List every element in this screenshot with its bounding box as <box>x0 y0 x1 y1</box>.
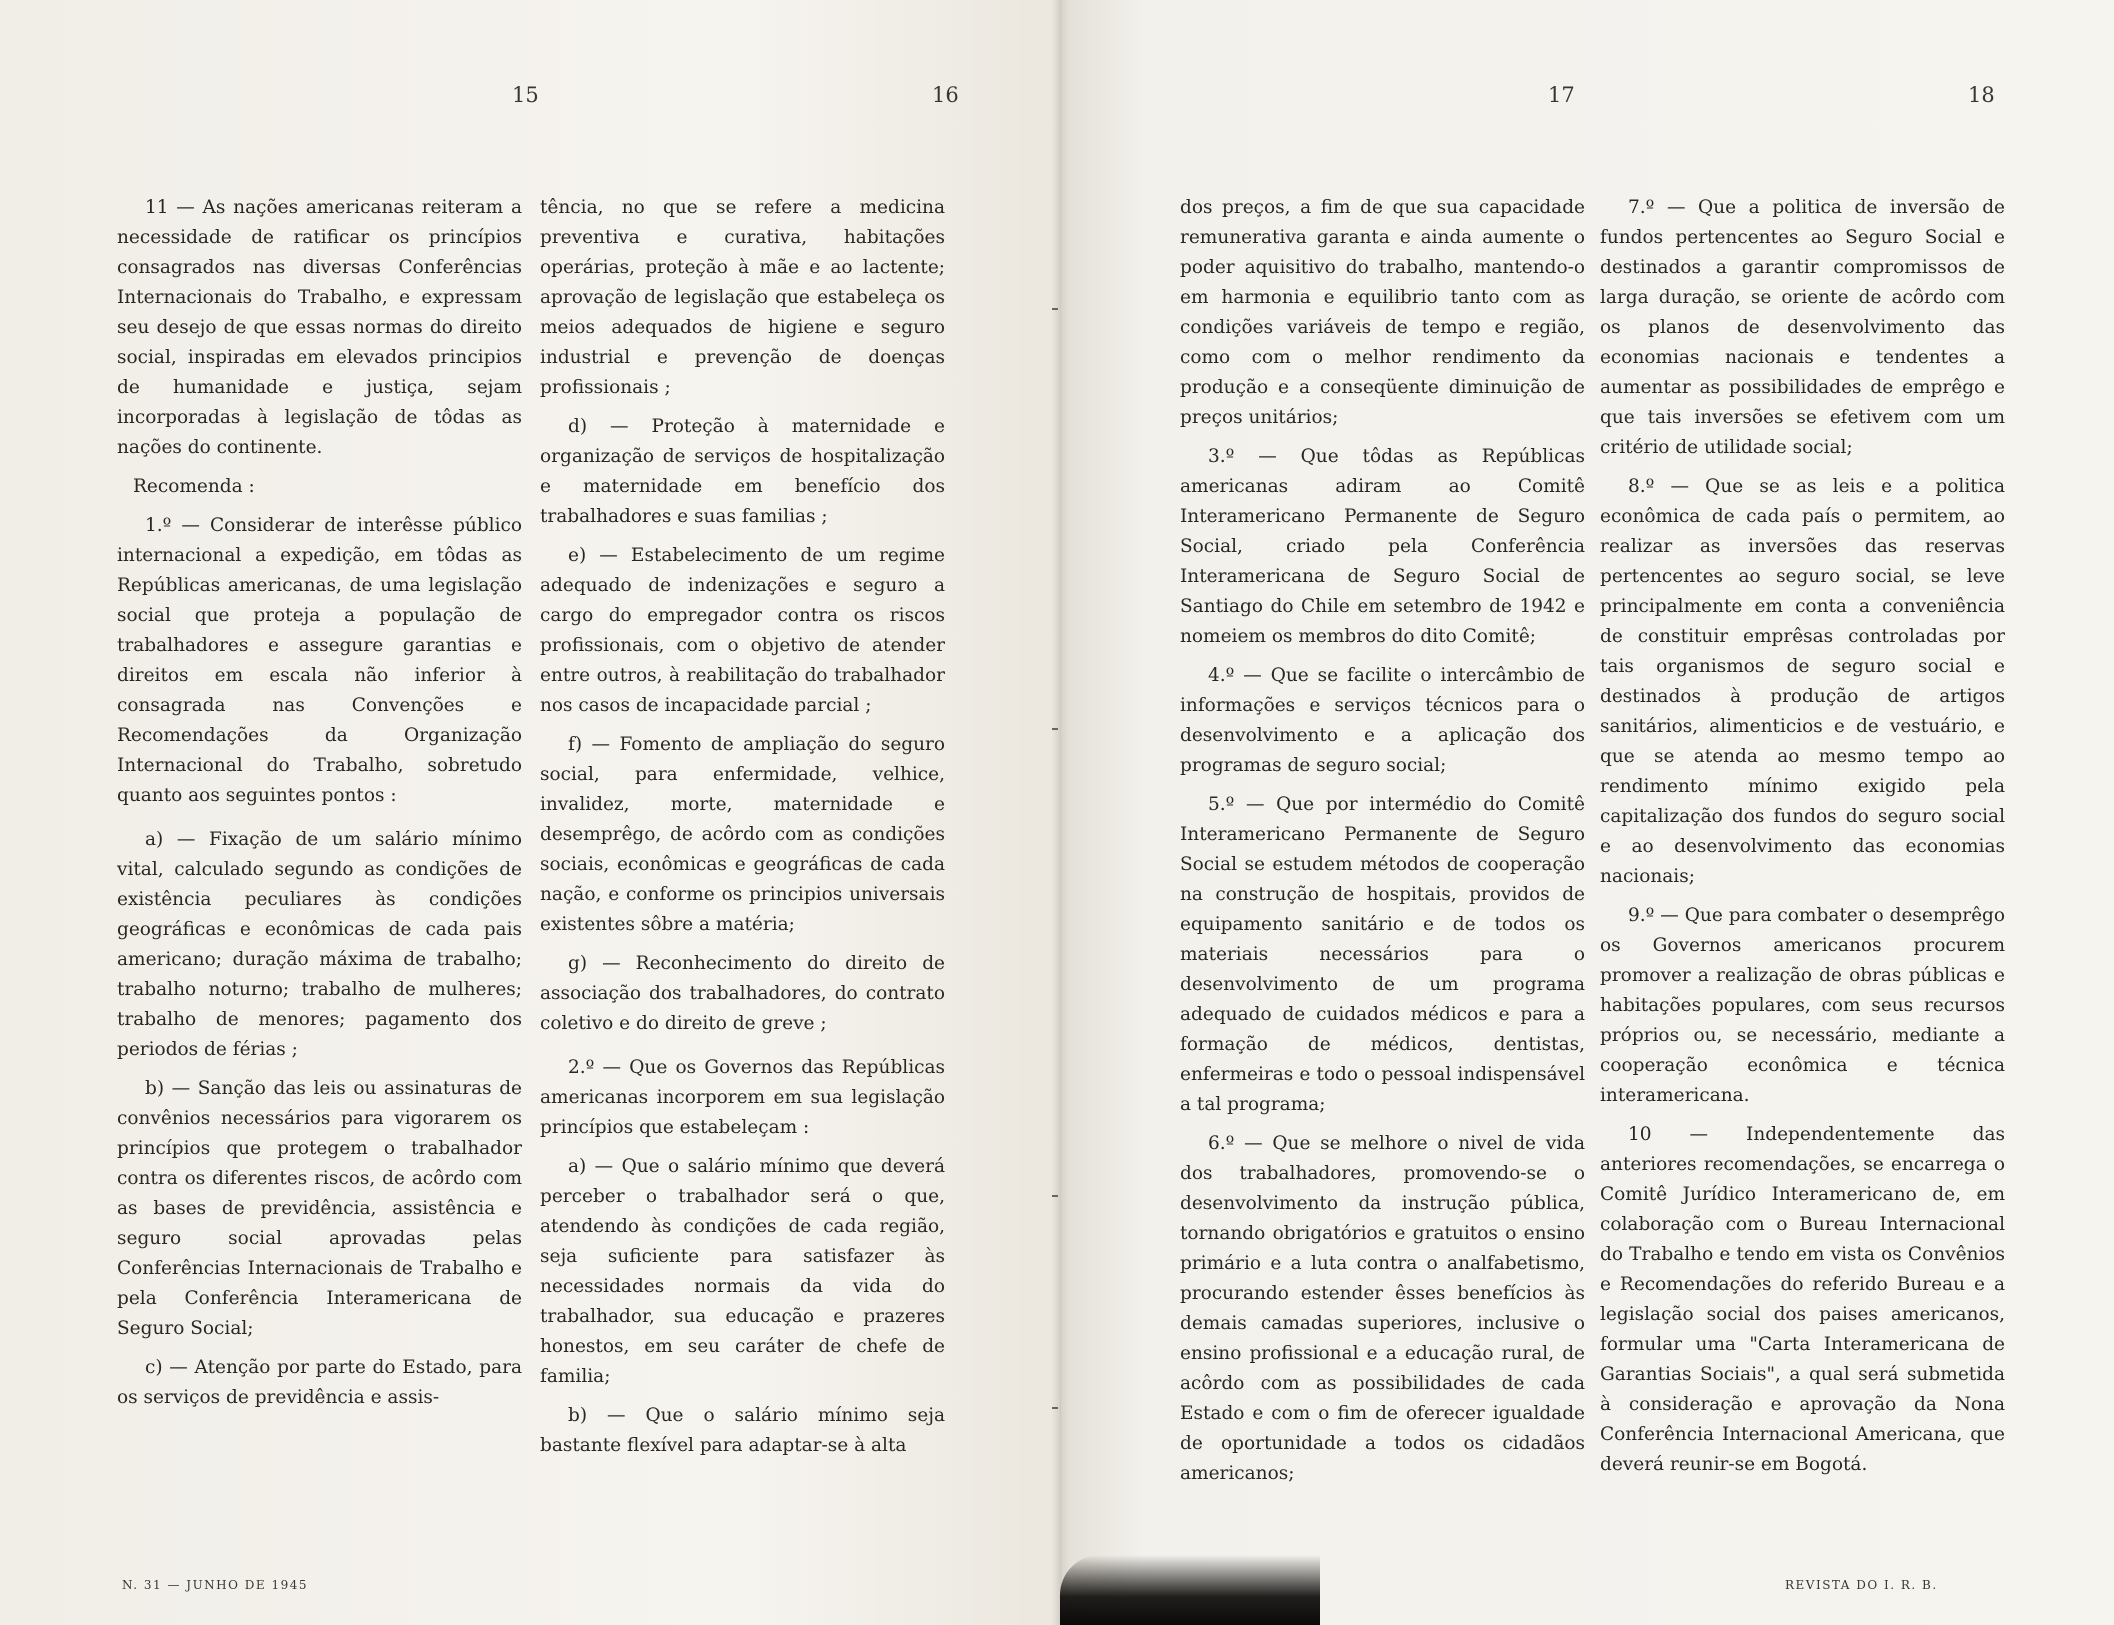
paragraph: 9.º — Que para combater o desemprêgo os Governos americanos procurem promover a realização de obras públicas e habitações populares, com seus recursos próprios ou, se necessário, mediante a cooperação econômica e técnica interamericana. <box>1600 905 2005 1106</box>
paragraph: 10 — Independentemente das anteriores recomendações, se encarrega o Comitê Jurídico Interamericano de, em colaboração com o Bureau Internacional do Trabalho e tendo em vista os Convênios e Recomendações do referido Bureau e a legislação social dos paises americanos, formular uma "Carta Interamericana de Garantias Sociais", a qual será submetida à consideração e aprovação da Nona Conferência Internacional Americana, que deverá reunir-se em Bogotá. <box>1600 1124 2005 1475</box>
page-17-column <box>1180 193 1585 1498</box>
paragraph-recomenda: Recomenda : <box>133 476 255 497</box>
footer-issue: N. 31 — JUNHO DE 1945 <box>122 1578 309 1592</box>
paragraph: 8.º — Que se as leis e a politica econômica de cada país o permitem, ao realizar as inversões das reservas pertencentes ao seguro social, se leve principalmente em conta a conveniência de constituir emprêsas controladas por tais organismos de seguro social e destinados à produção de artigos sanitários, alimenticios e de vestuário, e que se atenda ao mesmo tempo ao rendimento mínimo exigido pela capitalização dos fundos do seguro social e ao desenvolvimento das economias nacionais; <box>1600 476 2005 887</box>
paragraph: 6.º — Que se melhore o nivel de vida dos trabalhadores, promovendo-se o desenvolvimento da instrução pública, tornando obrigatórios e gratuitos o ensino primário e a luta contra o analfabetismo, procurando estender êsses benefícios às demais camadas superiores, inclusive o ensino profissional e a educação rural, de acôrdo com as possibilidades de cada Estado e com o fim de oferecer igualdade de oportunidade a todos os cidadãos americanos; <box>1180 1133 1585 1484</box>
paragraph: g) — Reconhecimento do direito de associação dos trabalhadores, do contrato coletivo e do direito de greve ; <box>540 953 945 1034</box>
page-16-column <box>540 193 945 1470</box>
paragraph: 3.º — Que tôdas as Repúblicas americanas adiram ao Comitê Interamericano Permanente de Seguro Social, criado pela Conferência Interamericana de Seguro Social de Santiago do Chile em setembro de 1942 e nomeiem os membros do dito Comitê; <box>1180 446 1585 647</box>
paragraph: 11 — As nações americanas reiteram a necessidade de ratificar os princípios consagrados nas diversas Conferências Internacionais do Trabalho, e expressam seu desejo de que essas normas do direito social, inspiradas em elevados principios de humanidade e justiça, sejam incorporadas à legislação de tôdas as nações do continente. <box>117 197 522 458</box>
paragraph: b) — Sanção das leis ou assinaturas de convênios necessários para vigorarem os princípios que protegem o trabalhador contra os diferentes riscos, de acôrdo com as bases de previdência, assistência e seguro social aprovadas pelas Conferências Internacionais de Trabalho e pela Conferência Interamericana de Seguro Social; <box>117 1078 522 1339</box>
page-number-18: 18 <box>1968 83 1995 107</box>
paragraph: tência, no que se refere a medicina preventiva e curativa, habitações operárias, proteção à mãe e ao lactente; aprovação de legislação que estabeleça os meios adequados de higiene e seguro industrial e prevenção de doenças profissionais ; <box>540 197 945 398</box>
scan-mark <box>1052 308 1058 310</box>
binding-shadow <box>1060 1555 1320 1625</box>
paragraph: 4.º — Que se facilite o intercâmbio de informações e serviços técnicos para o desenvolvimento e a aplicação dos programas de seguro social; <box>1180 665 1585 776</box>
paragraph: d) — Proteção à maternidade e organização de serviços de hospitalização e maternidade em benefício dos trabalhadores e suas familias ; <box>540 416 945 527</box>
paragraph: 7.º — Que a politica de inversão de fundos pertencentes ao Seguro Social e destinados a garantir compromissos de larga duração, se oriente de acôrdo com os planos de desenvolvimento das economias nacionais e tendentes a aumentar as possibilidades de emprêgo e que tais inversões se efetivem com um critério de utilidade social; <box>1600 197 2005 458</box>
paragraph: a) — Fixação de um salário mínimo vital, calculado segundo as condições de existência peculiares às condições geográficas e econômicas de cada pais americano; duração máxima de trabalho; trabalho noturno; trabalho de mulheres; trabalho de menores; pagamento dos periodos de férias ; <box>117 829 522 1060</box>
paragraph: 5.º — Que por intermédio do Comitê Interamericano Permanente de Seguro Social se estudem métodos de cooperação na construção de hospitais, providos de equipamento sanitário e de todos os materiais necessários para o desenvolvimento de um programa adequado de cuidados médicos e para a formação de médicos, dentistas, enfermeiras e todo o pessoal indispensável a tal programa; <box>1180 794 1585 1115</box>
paragraph: b) — Que o salário mínimo seja bastante flexível para adaptar-se à alta <box>540 1405 945 1456</box>
scan-mark <box>1052 1407 1058 1409</box>
paragraph: f) — Fomento de ampliação do seguro social, para enfermidade, velhice, invalidez, morte, maternidade e desemprêgo, de acôrdo com as condições sociais, econômicas e geográficas de cada nação, e conforme os principios universais existentes sôbre a matéria; <box>540 734 945 935</box>
page-15-column <box>117 193 522 1422</box>
paragraph: a) — Que o salário mínimo que deverá perceber o trabalhador será o que, atendendo às condições de cada região, seja suficiente para satisfazer às necessidades normais da vida do trabalhador, sua educação e prazeres honestos, em seu caráter de chefe de familia; <box>540 1156 945 1387</box>
footer-journal: REVISTA DO I. R. B. <box>1785 1578 1938 1592</box>
page-number-15: 15 <box>512 83 539 107</box>
paragraph: 1.º — Considerar de interêsse público internacional a expedição, em tôdas as Repúblicas americanas, de uma legislação social que proteja a população de trabalhadores e assegure garantias e direitos em escala não inferior à consagrada nas Convenções e Recomendações da Organização Internacional do Trabalho, sobretudo quanto aos seguintes pontos : <box>117 515 522 806</box>
page-18-column <box>1600 193 2005 1489</box>
paragraph: e) — Estabelecimento de um regime adequado de indenizações e seguro a cargo do empregador contra os riscos profissionais, com o objetivo de atender entre outros, à reabilitação do trabalhador nos casos de incapacidade parcial ; <box>540 545 945 716</box>
gutter-shadow <box>1052 0 1070 1625</box>
page-number-17: 17 <box>1548 83 1575 107</box>
scan-mark <box>1052 728 1058 730</box>
scan-mark <box>1052 1195 1058 1197</box>
page-number-16: 16 <box>932 83 959 107</box>
paragraph: 2.º — Que os Governos das Repúblicas americanas incorporem em sua legislação princípios que estabeleçam : <box>540 1057 945 1138</box>
paragraph: c) — Atenção por parte do Estado, para os serviços de previdência e assis- <box>117 1357 522 1408</box>
paragraph: dos preços, a fim de que sua capacidade remunerativa garanta e ainda aumente o poder aquisitivo do trabalho, mantendo-o em harmonia e equilibrio tanto com as condições variáveis de tempo e região, como com o melhor rendimento da produção e a conseqüente diminuição de preços unitários; <box>1180 197 1585 428</box>
